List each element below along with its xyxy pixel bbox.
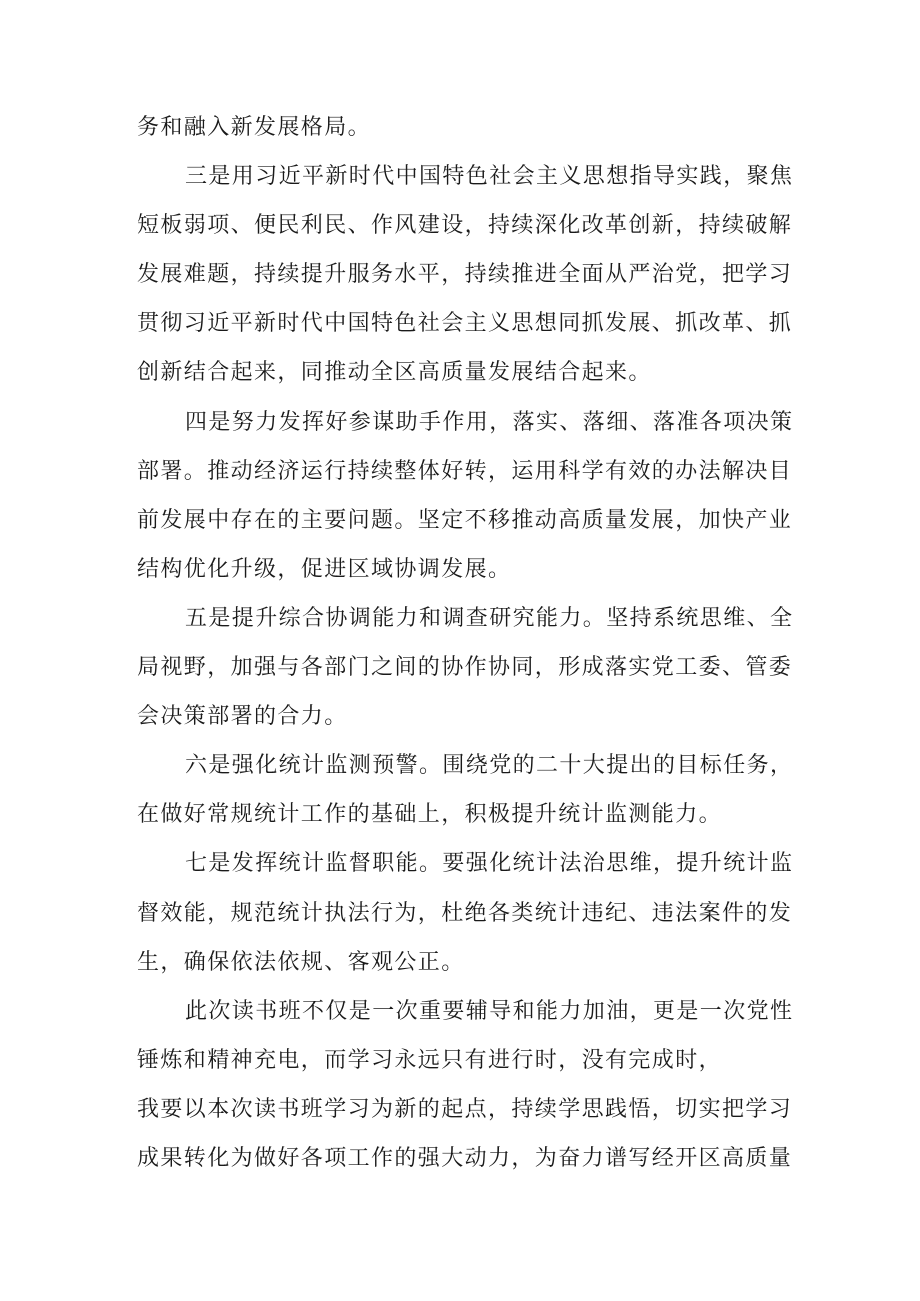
text-line: 创新结合起来，同推动全区高质量发展结合起来。 xyxy=(137,360,652,386)
text-line: 督效能，规范统计执法行为，杜绝各类统计违纪、违法案件的发 xyxy=(137,900,793,926)
text-line: 生，确保依法依规、客观公正。 xyxy=(137,949,465,975)
text-line: 我要以本次读书班学习为新的起点，持续学思践悟，切实把学习 xyxy=(137,1096,793,1122)
text-line: 前发展中存在的主要问题。坚定不移推动高质量发展，加快产业 xyxy=(137,507,793,533)
text-line: 发展难题，持续提升服务水平，持续推进全面从严治党，把学习 xyxy=(137,262,793,288)
text-line: 部署。推动经济运行持续整体好转，运用科学有效的办法解决目 xyxy=(137,458,793,484)
text-line: 锤炼和精神充电，而学习永远只有进行时，没有完成时， xyxy=(137,1047,723,1073)
text-line: 会决策部署的合力。 xyxy=(137,704,348,730)
text-line: 结构优化升级，促进区域协调发展。 xyxy=(137,556,512,582)
paragraph-first-line: 三是用习近平新时代中国特色社会主义思想指导实践，聚焦 xyxy=(185,164,794,190)
text-line: 贯彻习近平新时代中国特色社会主义思想同抓发展、抓改革、抓 xyxy=(137,311,793,337)
document-body xyxy=(137,103,797,1183)
paragraph-first-line: 此次读书班不仅是一次重要辅导和能力加油，更是一次党性 xyxy=(185,998,794,1024)
paragraph-first-line: 六是强化统计监测预警。围绕党的二十大提出的目标任务， xyxy=(185,753,794,779)
text-line: 成果转化为做好各项工作的强大动力，为奋力谱写经开区高质量 xyxy=(137,1145,793,1171)
text-line: 短板弱项、便民利民、作风建设，持续深化改革创新，持续破解 xyxy=(137,213,793,239)
paragraph-first-line: 七是发挥统计监督职能。要强化统计法治思维，提升统计监 xyxy=(185,851,794,877)
text-line: 在做好常规统计工作的基础上，积极提升统计监测能力。 xyxy=(137,802,723,828)
paragraph-first-line: 五是提升综合协调能力和调查研究能力。坚持系统思维、全 xyxy=(185,605,794,631)
text-line: 务和融入新发展格局。 xyxy=(137,115,372,140)
text-line: 局视野，加强与各部门之间的协作协同，形成落实党工委、管委 xyxy=(137,655,793,681)
paragraph-first-line: 四是努力发挥好参谋助手作用，落实、落细、落准各项决策 xyxy=(185,409,794,435)
